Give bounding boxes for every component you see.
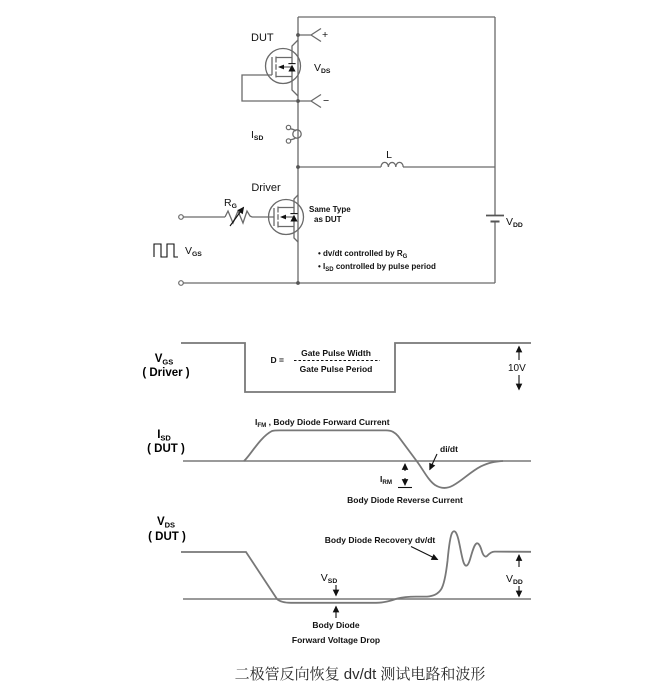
same-type-line2: as DUT <box>314 215 342 224</box>
current-probe-terminal-bottom <box>286 139 290 143</box>
probe-minus-symbol <box>298 95 321 108</box>
inductor-label: L <box>386 149 392 161</box>
vdd-measure <box>506 555 523 597</box>
probe-minus <box>298 95 329 108</box>
square-wave-glyph <box>154 244 178 257</box>
current-probe-loop <box>293 130 301 138</box>
gate-input-terminal <box>179 215 184 220</box>
dut-label: DUT <box>251 32 274 44</box>
probe-plus <box>298 29 328 42</box>
rg-label: RG <box>224 197 237 211</box>
recovery-arrow <box>411 547 438 560</box>
vdd-supply-label: VDD <box>506 216 523 230</box>
node <box>296 33 300 37</box>
isd-probe-label: ISD <box>251 129 264 143</box>
vdd-annotation: VDD <box>506 573 523 587</box>
forward-drop-line1: Body Diode <box>312 620 360 630</box>
isd-waveform-name: $I_{SD}$ <box>157 429 171 443</box>
dut-mosfet-symbol <box>266 40 301 96</box>
plus-sign: + <box>322 29 329 41</box>
reverse-current-annotation: Body Diode Reverse Current <box>347 495 463 505</box>
amplitude-annotation <box>508 347 526 390</box>
irm-annotation: IRM <box>380 474 392 486</box>
rg-resistor-zigzag <box>225 211 252 223</box>
forward-drop-line2: Forward Voltage Drop <box>291 635 381 645</box>
note-dvdt: • dv/dt controlled by RG <box>318 249 408 260</box>
circuit-diagram <box>154 17 523 285</box>
node <box>296 281 300 285</box>
vds-waveform-name: $V_{DS}$ <box>156 516 176 530</box>
recovery-annotation: Body Diode Recovery dv/dt <box>324 535 436 545</box>
isd-waveform-name-line2: ( DUT ) <box>147 443 185 455</box>
vgs-waveform-name-line2: ( Driver ) <box>142 367 190 379</box>
return-terminal <box>179 281 184 286</box>
isd-trace <box>244 430 503 488</box>
node <box>296 99 300 103</box>
same-type-line1: Same Type <box>309 205 351 214</box>
driver-body-diode <box>290 215 297 222</box>
vds-waveform <box>148 516 531 645</box>
vds-probe-label: VDS <box>314 62 331 76</box>
dut-gate-short-wire <box>242 75 296 101</box>
duty-numerator: Gate Pulse Width <box>301 348 371 358</box>
amplitude-value: 10V <box>508 363 526 374</box>
isd-waveform <box>147 417 531 505</box>
vgs-waveform-name: $V_{GS}$ <box>154 353 174 367</box>
duty-denominator: Gate Pulse Period <box>299 364 373 374</box>
probe-plus-symbol <box>298 29 321 42</box>
vgs-waveform <box>142 343 531 392</box>
figure-caption: 二极管反向恢复 dv/dt 测试电路和波形 <box>234 666 486 683</box>
note-isd: • ISD controlled by pulse period <box>318 262 436 273</box>
current-probe-terminal-top <box>286 125 290 129</box>
didt-annotation: di/dt <box>440 444 458 454</box>
vgs-source-label: VGS <box>185 245 202 259</box>
current-probe <box>286 125 301 143</box>
irm-measure <box>398 464 412 488</box>
rg-variable-arrow <box>230 208 244 227</box>
driver-body-arrow <box>280 215 286 220</box>
vds-waveform-name-line2: ( DUT ) <box>148 531 186 543</box>
vsd-annotation: VSD <box>320 572 338 586</box>
dut-body-arrow <box>278 65 284 70</box>
battery-symbol <box>486 216 504 222</box>
duty-lhs: D = <box>270 355 284 365</box>
driver-label: Driver <box>251 182 281 194</box>
ifm-annotation: IFM , Body Diode Forward Current <box>255 417 390 429</box>
minus-sign: − <box>323 95 330 107</box>
node <box>296 165 300 169</box>
inductor-symbol <box>381 162 403 167</box>
dut-body-diode <box>288 65 295 72</box>
duty-cycle-formula <box>271 348 380 374</box>
